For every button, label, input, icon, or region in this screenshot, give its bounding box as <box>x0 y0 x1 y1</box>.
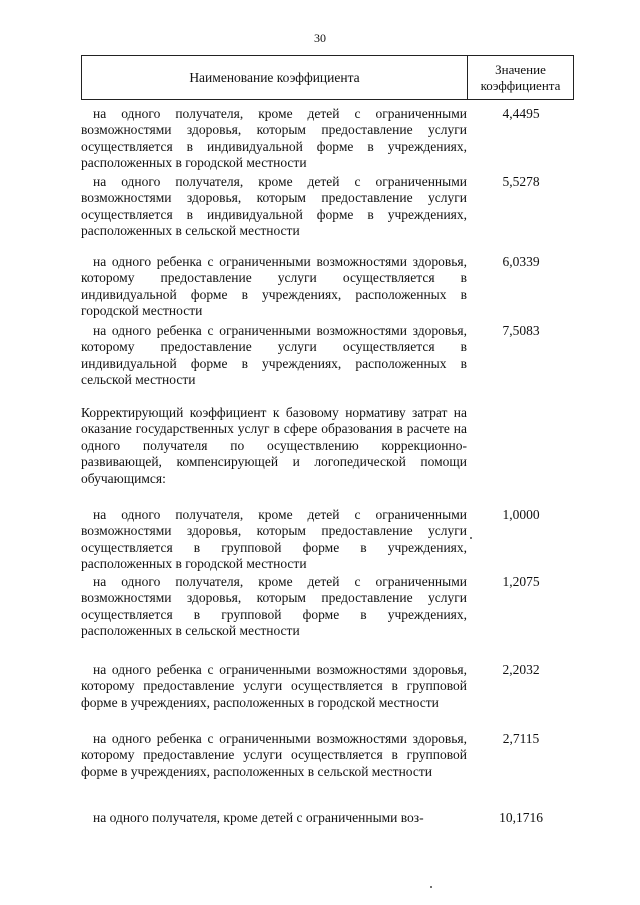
column-header-value <box>468 56 573 99</box>
row-value: 1,2075 <box>502 574 540 589</box>
row-value: 10,1716 <box>499 810 543 825</box>
scan-speck <box>430 886 432 888</box>
row-text: на одного получателя, кроме детей с ограниченными возможностями здоровья, которым предоставление услуги осуществляется в групповой форме в учреждениях, расположенных в сельской местности <box>81 574 467 639</box>
row-value: 2,7115 <box>502 731 540 746</box>
row-value: 6,0339 <box>502 254 540 269</box>
page-number: 30 <box>314 31 326 45</box>
section-heading-text: Корректирующий коэффициент к базовому нормативу затрат на оказание государственных услуг в сфере образования в расчете на одного получателя по осуществлению коррекционно-развивающей, компенсирующей и логопедической помощи обучающимся: <box>81 405 467 486</box>
row-text: на одного получателя, кроме детей с ограниченными возможностями здоровья, которым предоставление услуги осуществляется в индивидуальной форме в учреждениях, расположенных в городской местности <box>81 106 467 171</box>
column-header-value-line2: коэффициента <box>480 77 561 93</box>
row-text: на одного получателя, кроме детей с ограниченными воз- <box>93 810 424 825</box>
scan-speck <box>470 537 472 539</box>
column-header-name: Наименование коэффициента <box>189 69 360 85</box>
row-value: 1,0000 <box>502 507 540 522</box>
row-text: на одного ребенка с ограниченными возможностями здоровья, которому предоставление услуги осуществляется в индивидуальной форме в учреждениях, расположенных в городской местности <box>81 254 467 319</box>
row-text: на одного ребенка с ограниченными возможностями здоровья, которому предоставление услуги осуществляется в индивидуальной форме в учреждениях, расположенных в сельской местности <box>81 323 467 388</box>
table-header <box>81 55 574 100</box>
row-value: 5,5278 <box>502 174 540 189</box>
row-text: на одного ребенка с ограниченными возможностями здоровья, которому предоставление услуги осуществляется в групповой форме в учреждениях, расположенных в городской местности <box>81 662 467 710</box>
row-value: 7,5083 <box>502 323 540 338</box>
row-text: на одного получателя, кроме детей с ограниченными возможностями здоровья, которым предоставление услуги осуществляется в индивидуальной форме в учреждениях, расположенных в сельской местности <box>81 174 467 239</box>
row-text: на одного ребенка с ограниченными возможностями здоровья, которому предоставление услуги осуществляется в групповой форме в учреждениях, расположенных в сельской местности <box>81 731 467 779</box>
row-value: 4,4495 <box>502 106 540 121</box>
column-header-value-line1: Значение <box>495 61 546 77</box>
row-value: 2,2032 <box>502 662 540 677</box>
row-text: на одного получателя, кроме детей с ограниченными возможностями здоровья, которым предоставление услуги осуществляется в групповой форме в учреждениях, расположенных в городской местности <box>81 507 467 572</box>
